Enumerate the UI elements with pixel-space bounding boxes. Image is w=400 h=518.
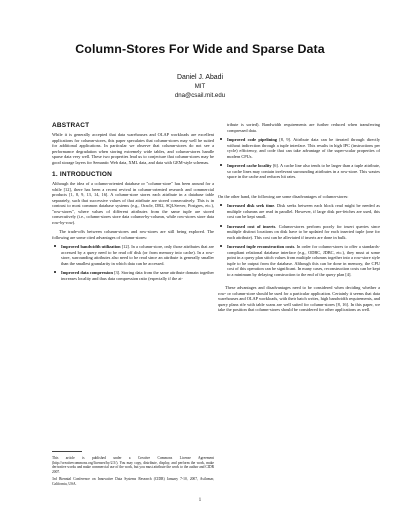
bullet-icon bbox=[54, 245, 56, 247]
author-affiliation: MIT bbox=[194, 83, 206, 90]
bullet-icon bbox=[220, 204, 222, 206]
page-number: 1 bbox=[198, 498, 202, 503]
advantages-list-continued bbox=[218, 137, 380, 180]
list-item bbox=[218, 224, 380, 241]
venue-footnote: 3rd Biennial Conference on Innovative Data Systems Research (CIDR) January 7-10, 2007, Asilomar, California, USA. bbox=[52, 477, 214, 486]
footnote-block bbox=[52, 456, 214, 489]
intro-paragraph-1: Although the idea of a column-oriented database or "column-store" has been around for a while [12], there has been a recent revival in column-oriented research and commercial products [1, 8, 9, 13, 14, 16]. A column-store stores each attribute in a database table separately, such that successive values of that attribute are stored consecutively. This is in contrast to most common database systems (e.g., Oracle, DB2, SQLServer, Postgres, etc.), "row-stores", where values of different attributes from the same tuple are stored consecutively (i.e., column-stores store data column-by-column, while row-stores store data row-by-row). bbox=[52, 181, 214, 225]
abstract-text: While it is generally accepted that data warehouses and OLAP workloads are excellent applications for column-stores, this paper speculates that column-stores may well be suited for additional applications. In particular we observe that column-stores do not see a performance degradation when storing extremely wide tables, and column-stores handle sparse data very well. These two properties lead us to conjecture that column-stores may be good storage layers for Semantic Web data, XML data, and data with GEM-style schemas. bbox=[52, 132, 214, 165]
list-item-text: [12]. In a column-store, only those attributes that are accessed by a query need to be read off disk (or from memory into cache). In a row-store, surrounding attributes also need to be read since an attribute is generally smaller than the smallest granularity in which data can be accessed. bbox=[61, 244, 214, 266]
continued-text: tribute is sorted). Bandwidth requirements are further reduced when transferring compressed data. bbox=[227, 122, 380, 133]
footnote-rule bbox=[52, 451, 82, 452]
bullet-icon bbox=[220, 225, 222, 227]
list-item-label: Improved cache locality bbox=[227, 163, 272, 168]
license-footnote: This article is published under a Creative Commons License Agreement (http://creativecommons.org/licenses/by/2.5/). You may copy, distribute, display, and perform the work, make derivative works and make commercial use of the work, but you must attribute the work to the author and CIDR 2007. bbox=[52, 456, 214, 474]
list-item-label: Improved code pipelining bbox=[227, 137, 277, 142]
list-item-label: Improved data compression bbox=[61, 270, 113, 275]
bullet-icon bbox=[220, 245, 222, 247]
intro-paragraph-2: The trade-offs between column-stores and row-stores are still being explored. The following are some cited advantages of column-stores: bbox=[52, 229, 214, 240]
list-item-text: [8, 9]. Attribute data can be iterated through directly without indirection through a tuple interface. This results in high IPC (instructions per cycle) efficiency, and code that can take advantage of the super-scalar properties of modern CPUs. bbox=[227, 137, 380, 159]
list-item-label: Increased tuple reconstruction costs bbox=[227, 244, 295, 249]
author-name: Daniel J. Abadi bbox=[177, 74, 223, 81]
list-item-text: [6]. A cache line also tends to be larger than a tuple attribute, so cache lines may contain irrelevant surrounding attributes in a row-store. This wastes space in the cache and reduces hit rates. bbox=[227, 163, 380, 179]
list-item bbox=[218, 203, 380, 220]
author-block bbox=[0, 73, 400, 100]
advantages-list bbox=[52, 244, 214, 281]
list-item-label: Improved bandwidth utilization bbox=[61, 244, 121, 249]
list-item bbox=[52, 270, 214, 281]
right-column bbox=[218, 122, 380, 317]
list-item bbox=[218, 163, 380, 180]
list-item-label: Increased cost of inserts bbox=[227, 223, 276, 229]
list-item bbox=[218, 137, 380, 159]
intro-heading: 1. INTRODUCTION bbox=[52, 171, 113, 178]
list-item-label: Increased disk seek time bbox=[227, 203, 275, 208]
list-item bbox=[52, 244, 214, 266]
disadvantages-intro: On the other hand, the following are some disadvantages of column-stores: bbox=[218, 193, 349, 199]
bullet-icon bbox=[54, 271, 56, 273]
list-item bbox=[218, 244, 380, 277]
bullet-icon bbox=[220, 164, 222, 166]
list-item-text: . Column-stores perform poorly for insert queries since multiple distinct locations on disk have to be updated for each inserted tuple (one for each attribute). This cost can be alleviated if inserts are done in bulk. bbox=[227, 223, 380, 240]
bullet-icon bbox=[220, 138, 222, 140]
list-item-text: . In order for column-stores to offer a standards-compliant relational database interface (e.g., ODBC, JDBC, etc.), they must at some point in a query plan stitch values from multiple columns together into a row-store style tuple to be output from the database. Although this can be done in memory, the CPU cost of this operation can be significant. In many cases, reconstruction costs can be kept to a minimum by delaying construction to the end of the query plan [4]. bbox=[227, 244, 380, 277]
closing-paragraph: These advantages and disadvantages need to be considered when deciding whether a row- or column-store should be used for a particular application. Certainly it seems that data warehouses and OLAP workloads, with their batch writes, high bandwidth requirements, and query plans rife with table scans are well suited for column-stores [8, 16]. In this paper, we take the position that column-stores should be considered for other applications as well. bbox=[218, 285, 380, 312]
paper-title: Column-Stores For Wide and Sparse Data bbox=[75, 42, 325, 56]
disadvantages-list bbox=[218, 203, 380, 277]
abstract-heading: ABSTRACT bbox=[52, 122, 90, 129]
author-email: dna@csail.mit.edu bbox=[174, 92, 226, 99]
list-item-text: [3]. Storing data from the same attribute domain together increases locality and thus data compression ratio (especially if the at- bbox=[61, 270, 214, 281]
list-item-text: . Disk seeks between each block read might be needed as multiple columns are read in parallel. However, if large disk pre-fetches are used, this cost can be kept small. bbox=[227, 203, 380, 219]
left-column bbox=[52, 122, 214, 285]
